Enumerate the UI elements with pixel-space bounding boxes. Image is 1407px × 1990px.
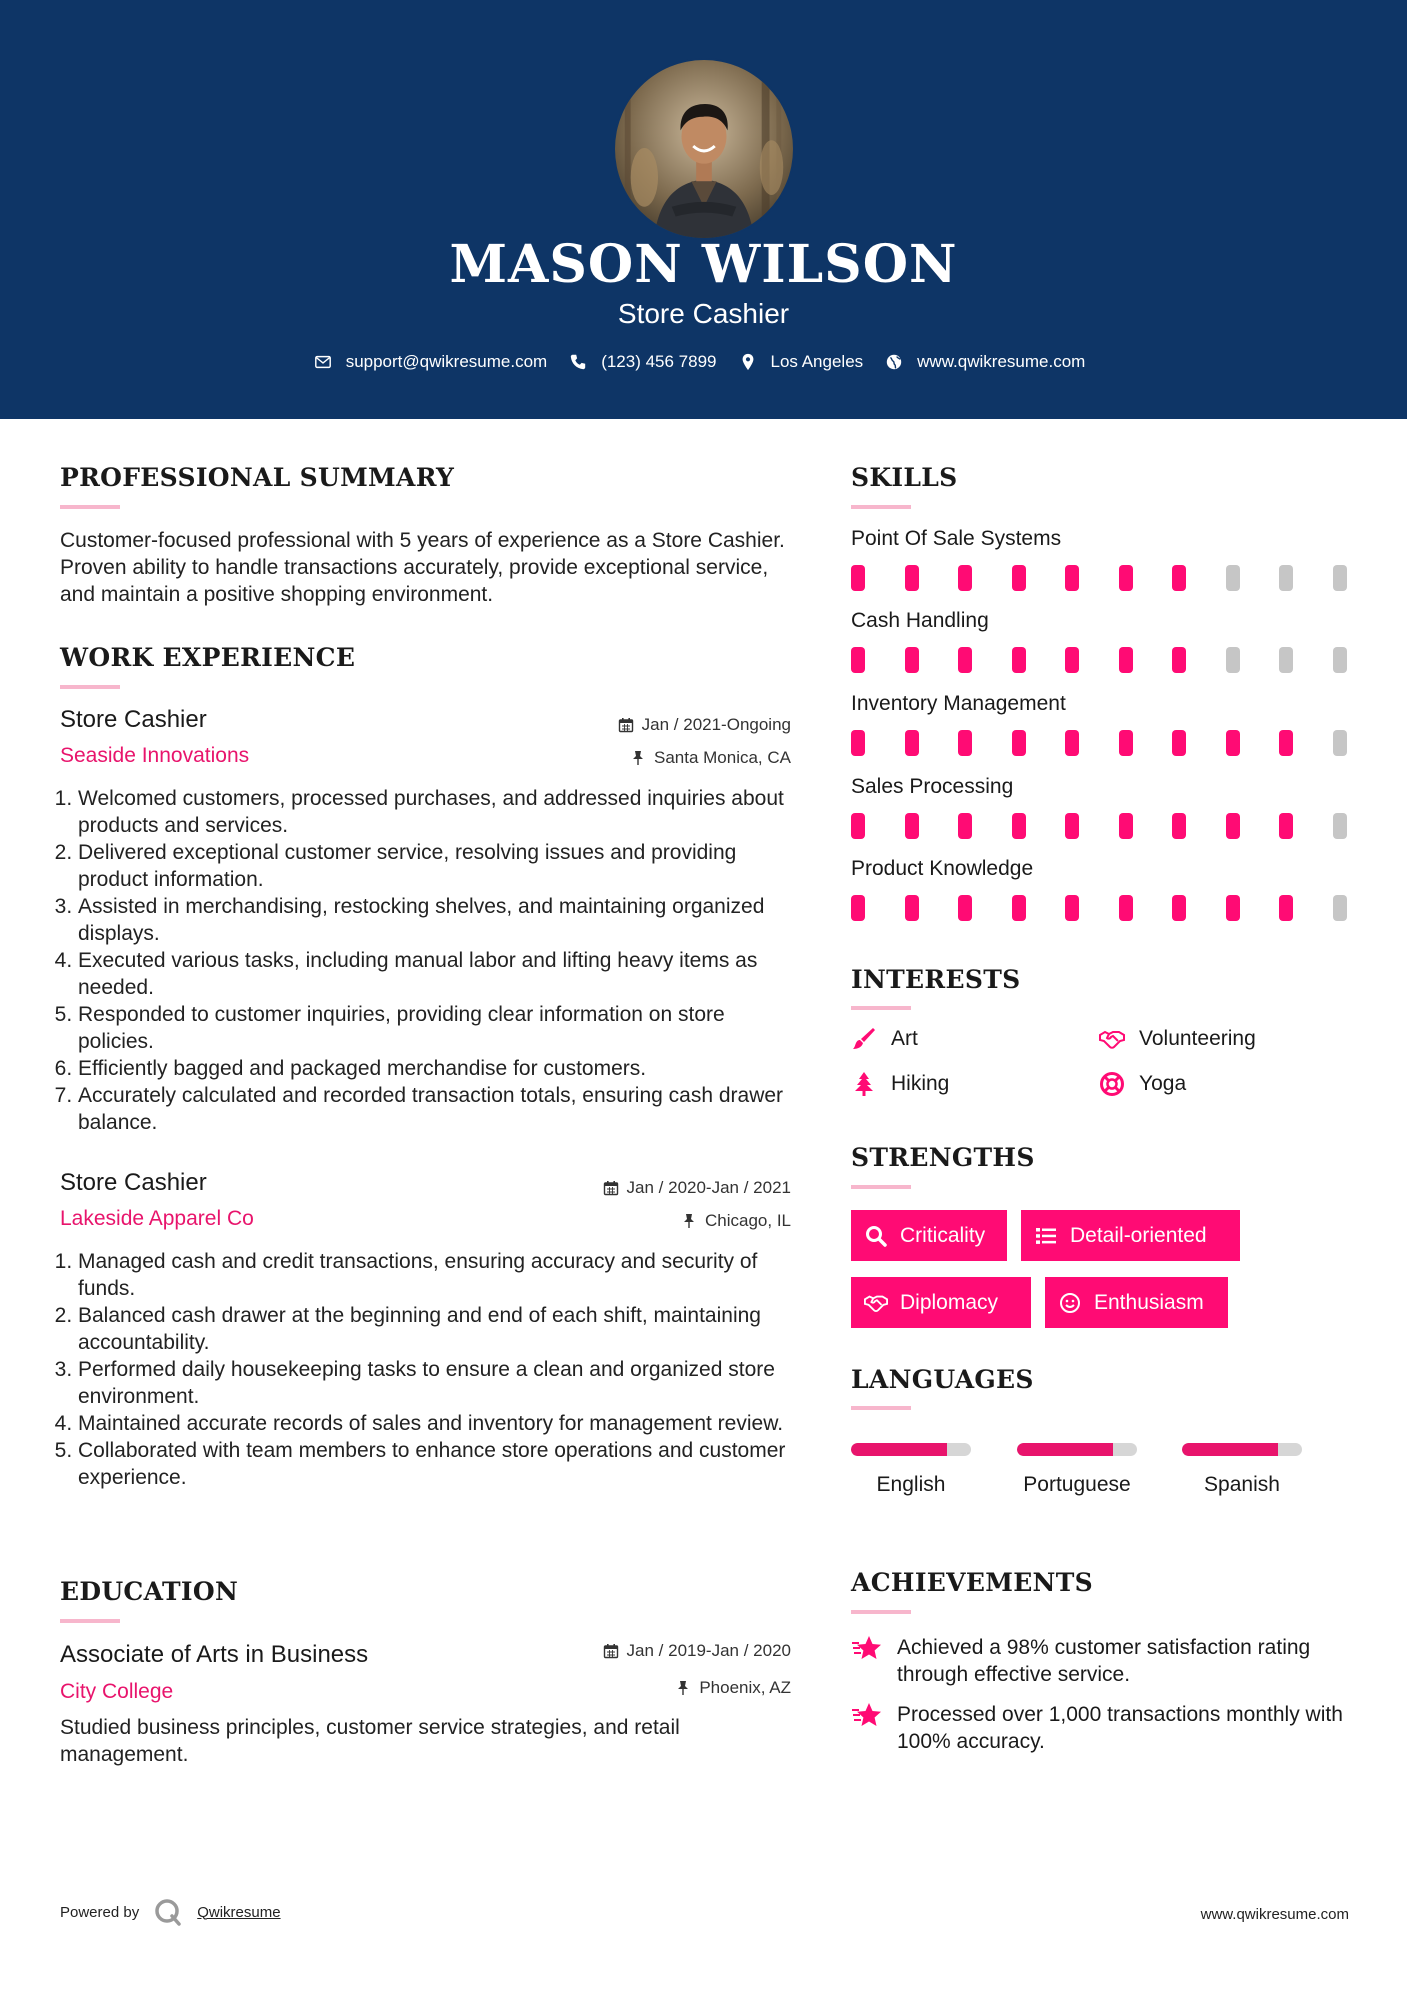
strength-tag [1045,1277,1228,1328]
achievement-item [851,1701,1351,1755]
skill-name: Product Knowledge [851,857,1034,880]
interests-title: INTERESTS [851,965,1021,994]
contact-email[interactable] [314,352,548,372]
skill-name: Inventory Management [851,692,1066,715]
skill-dot-filled [905,647,919,673]
skill-dot-filled [905,895,919,921]
job-location [450,748,791,768]
skill-rating [851,730,1386,756]
achievement-item [851,1634,1351,1688]
language-bar [851,1443,971,1456]
skill-dot-filled [958,895,972,921]
skill-dot-filled [1226,895,1240,921]
list-item: 5. Responded to customer inquiries, providing clear information on store policies. [78,1001,800,1055]
skill-dot-filled [905,813,919,839]
job-date [450,1178,791,1198]
skill-dot-filled [1172,565,1186,591]
skill-dot-filled [1172,895,1186,921]
achievements-title: ACHIEVEMENTS [851,1568,1093,1597]
skill-dot-filled [1065,730,1079,756]
strength-tag [851,1210,1007,1261]
skill-dot-empty [1279,565,1293,591]
language-name: Portuguese [1023,1473,1131,1496]
job-location-text: Chicago, IL [705,1211,791,1230]
contact-website[interactable] [885,352,1085,372]
globe-icon [885,353,903,371]
skill-name: Point Of Sale Systems [851,527,1062,550]
education-title: EDUCATION [60,1577,239,1606]
skill-dot-filled [1119,565,1133,591]
school-name[interactable]: City College [60,1680,174,1703]
section-divider [851,1185,911,1189]
interest-item [851,1071,949,1097]
envelope-icon [314,353,332,371]
contact-location [739,352,864,372]
search-icon [864,1224,888,1248]
skill-dot-filled [1279,730,1293,756]
skill-dot-filled [851,813,865,839]
strength-label: Enthusiasm [1094,1290,1204,1314]
skill-dot-filled [1172,647,1186,673]
star-badge-icon [851,1633,883,1665]
skill-dot-filled [1065,813,1079,839]
skill-dot-filled [1279,895,1293,921]
skill-dot-filled [958,813,972,839]
skill-rating [851,895,1386,921]
strength-label: Detail-oriented [1070,1223,1207,1247]
skill-dot-filled [1279,813,1293,839]
job-date-text: Jan / 2021-Ongoing [641,715,791,734]
list-item: 1. Welcomed customers, processed purchases, and addressed inquiries about products and services. [78,785,800,839]
list-item: 1. Managed cash and credit transactions, ensuring accuracy and security of funds. [78,1248,800,1302]
handshake-icon [864,1291,888,1315]
pushpin-icon [681,1213,697,1229]
skill-dot-filled [1226,813,1240,839]
brand-link[interactable]: Qwikresume [197,1903,281,1921]
skills-title: SKILLS [851,463,958,492]
company-name[interactable]: Lakeside Apparel Co [60,1207,254,1230]
interest-item [851,1026,918,1052]
resume-header [0,0,1407,419]
job-location-text: Santa Monica, CA [653,748,791,767]
language-bar [1017,1443,1137,1456]
skill-dot-filled [851,730,865,756]
contact-bar [0,352,1407,372]
skill-dot-filled [1012,813,1026,839]
calendar-icon [603,1643,619,1659]
skill-rating [851,813,1386,839]
handshake-icon [1099,1026,1125,1052]
pushpin-icon [675,1680,691,1696]
skill-dot-filled [1012,895,1026,921]
skill-dot-filled [851,895,865,921]
skill-dot-filled [1012,730,1026,756]
job-title: Store Cashier [60,706,207,733]
skill-dot-filled [851,565,865,591]
skill-dot-filled [1172,813,1186,839]
phone-text[interactable]: (123) 456 7899 [601,352,717,371]
strength-label: Diplomacy [900,1290,999,1314]
company-name[interactable]: Seaside Innovations [60,744,250,767]
skill-dot-filled [1065,565,1079,591]
interest-label: Art [891,1027,918,1050]
skill-dot-empty [1333,730,1347,756]
list-icon [1034,1224,1058,1248]
list-item: 2. Balanced cash drawer at the beginning and end of each shift, maintaining accountability. [78,1302,800,1356]
language-level [1182,1443,1278,1456]
star-badge-icon [851,1700,883,1732]
section-divider [851,1610,911,1614]
qwikresume-logo-icon [153,1897,183,1927]
map-pin-icon [739,353,757,371]
tree-icon [851,1071,877,1097]
candidate-name: MASON WILSON [449,234,958,295]
languages-title: LANGUAGES [851,1365,1034,1394]
smile-icon [1058,1291,1082,1315]
skill-name: Cash Handling [851,609,989,632]
paintbrush-icon [851,1026,877,1052]
skill-dot-filled [958,565,972,591]
education-date-text: Jan / 2019-Jan / 2020 [626,1641,791,1660]
interest-item [1099,1071,1186,1097]
list-item: 3. Assisted in merchandising, restocking shelves, and maintaining organized displays. [78,893,800,947]
calendar-icon [618,717,634,733]
list-item: 4. Maintained accurate records of sales and inventory for management review. [78,1410,800,1437]
skill-dot-empty [1226,565,1240,591]
section-divider [60,505,120,509]
job-bullets [60,785,800,1136]
list-item: 6. Efficiently bagged and packaged merchandise for customers. [78,1055,800,1082]
language-level [1017,1443,1113,1456]
skill-dot-filled [1119,813,1133,839]
job-location [450,1211,791,1231]
skill-dot-empty [1333,565,1347,591]
calendar-icon [603,1180,619,1196]
list-item: 4. Executed various tasks, including manual labor and lifting heavy items as needed. [78,947,800,1001]
job-date [450,715,791,735]
skill-name: Sales Processing [851,775,1014,798]
strengths-title: STRENGTHS [851,1143,1035,1172]
skill-dot-empty [1226,647,1240,673]
list-item: 5. Collaborated with team members to enhance store operations and customer experience. [78,1437,800,1491]
website-text[interactable]: www.qwikresume.com [917,352,1086,371]
strength-tag [851,1277,1031,1328]
skill-dot-filled [1012,565,1026,591]
skill-rating [851,565,1386,591]
skill-dot-filled [905,565,919,591]
language-name: Spanish [1204,1473,1280,1496]
contact-phone[interactable] [569,352,716,372]
section-divider [851,1006,911,1010]
skill-dot-empty [1333,895,1347,921]
strength-label: Criticality [900,1223,986,1247]
candidate-role: Store Cashier [617,298,790,329]
summary-text: Customer-focused professional with 5 years of experience as a Store Cashier. Proven ability to handle transactions accurately, provide exceptional service, and maintain a positive shopping environment. [60,529,785,606]
footer-website[interactable]: www.qwikresume.com [1200,1906,1349,1923]
skill-dot-filled [1226,730,1240,756]
skill-dot-filled [851,647,865,673]
interest-label: Yoga [1139,1072,1187,1095]
skill-dot-filled [1119,730,1133,756]
language-level [851,1443,947,1456]
skill-dot-filled [958,647,972,673]
education-location-text: Phoenix, AZ [699,1678,791,1697]
strength-tag [1021,1210,1240,1261]
degree-title: Associate of Arts in Business [60,1641,369,1668]
job-title: Store Cashier [60,1169,207,1196]
skill-dot-empty [1279,647,1293,673]
skill-dot-filled [1065,895,1079,921]
skill-dot-empty [1333,813,1347,839]
language-bar [1182,1443,1302,1456]
language-name: English [876,1473,946,1496]
skill-dot-filled [1172,730,1186,756]
job-bullets [60,1248,800,1491]
powered-by-text: Powered by [60,1903,140,1921]
section-divider [851,1406,911,1410]
interest-label: Volunteering [1139,1027,1256,1050]
summary-title: PROFESSIONAL SUMMARY [60,463,455,492]
pushpin-icon [630,750,646,766]
achievement-text: Achieved a 98% customer satisfaction rating through effective service. [897,1636,1311,1686]
job-date-text: Jan / 2020-Jan / 2021 [626,1178,791,1197]
education-location [450,1678,791,1698]
list-item: 7. Accurately calculated and recorded transaction totals, ensuring cash drawer balance. [78,1082,800,1136]
achievement-text: Processed over 1,000 transactions monthly with 100% accuracy. [897,1703,1343,1753]
avatar [613,58,795,240]
skill-dot-filled [1012,647,1026,673]
skill-rating [851,647,1386,673]
list-item: 3. Performed daily housekeeping tasks to ensure a clean and organized store environment. [78,1356,800,1410]
interest-label: Hiking [891,1072,950,1095]
profile-photo [615,60,793,238]
phone-icon [569,353,587,371]
skill-dot-filled [1119,895,1133,921]
skill-dot-filled [1119,647,1133,673]
section-divider [60,1619,120,1623]
skill-dot-filled [958,730,972,756]
list-item: 2. Delivered exceptional customer service, resolving issues and providing product information. [78,839,800,893]
section-divider [851,505,911,509]
lifering-icon [1099,1071,1125,1097]
education-date [450,1641,791,1661]
skill-dot-empty [1333,647,1347,673]
skill-dot-filled [1065,647,1079,673]
footer-powered-by [60,1897,281,1927]
interest-item [1099,1026,1256,1052]
email-text[interactable]: support@qwikresume.com [345,352,548,371]
experience-title: WORK EXPERIENCE [60,643,356,672]
skill-dot-filled [905,730,919,756]
location-text: Los Angeles [770,352,864,371]
education-description: Studied business principles, customer service strategies, and retail management. [60,1716,680,1766]
section-divider [60,685,120,689]
